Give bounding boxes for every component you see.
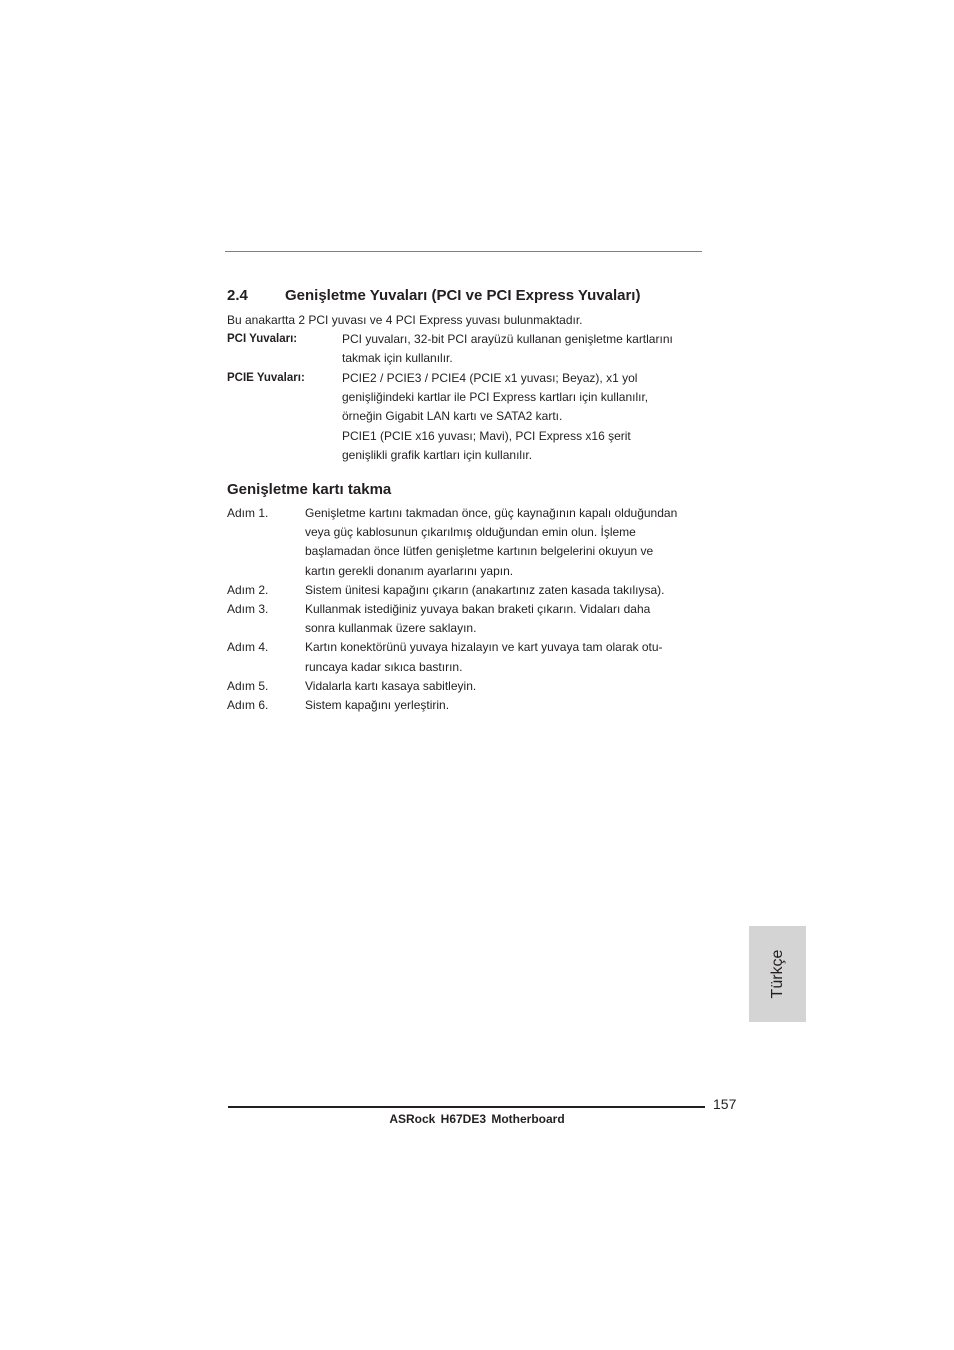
step-label: Adım 6. [227,698,269,713]
page-number: 157 [713,1096,737,1112]
step-text [305,696,707,715]
step-item [227,581,707,600]
step-text [305,677,707,696]
step-line: Genişletme kartını takmadan önce, güç kaynağının kapalı olduğundan [305,506,678,520]
step-line: Kartın konektörünü yuvaya hizalayın ve kart yuvaya tam olarak otu- [305,640,663,655]
step-line: Sistem kapağını yerleştirin. [305,698,450,713]
bottom-divider [228,1106,705,1108]
step-text [305,600,707,638]
step-label: Adım 2. [227,582,269,597]
step-label: Adım 5. [227,678,269,693]
install-heading: Genişletme kartı takma [227,481,392,498]
description-line: örneğin Gigabit LAN kartı ve SATA2 kartı. [342,409,563,424]
step-line: Kullanmak istediğiniz yuvaya bakan braketi çıkarın. Vidaları daha [305,602,651,617]
step-text [305,581,707,600]
step-line: runcaya kadar sıkıca bastırın. [305,659,463,674]
step-line: sonra kullanmak üzere saklayın. [305,621,477,636]
step-item [227,638,707,676]
definition-term: PCIE Yuvaları: [227,372,305,384]
step-text [305,638,707,676]
step-item [227,504,707,581]
language-tab-label: Türkçe [768,949,786,999]
section-heading [227,287,640,304]
step-line: kartın gerekli donanım ayarlarını yapın. [305,563,514,578]
description-line: PCI yuvaları, 32-bit PCI arayüzü kullanan genişletme kartlarını [342,332,673,346]
step-item [227,600,707,638]
top-divider [225,251,702,252]
step-item [227,677,707,696]
footer-product-name: ASRock H67DE3 Motherboard [389,1112,565,1126]
intro-paragraph: Bu anakartta 2 PCI yuvası ve 4 PCI Express yuvası bulunmaktadır. [227,313,583,327]
step-line: Sistem ünitesi kapağını çıkarın (anakartınız zaten kasada takılıysa). [305,582,665,597]
description-line: takmak için kullanılır. [342,351,453,366]
step-text [305,504,707,581]
step-label: Adım 1. [227,506,269,520]
step-item [227,696,707,715]
description-line: PCIE1 (PCIE x16 yuvası; Mavi), PCI Express x16 şerit [342,428,631,443]
step-line: başlamadan önce lütfen genişletme kartının belgelerini okuyun ve [305,544,654,559]
description-line: genişlikli grafik kartları için kullanılır. [342,447,533,462]
step-line: Vidalarla kartı kasaya sabitleyin. [305,678,477,693]
description-line: genişliğindeki kartlar ile PCI Express kartları için kullanılır, [342,390,649,405]
language-tab [749,926,806,1022]
step-line: veya güç kablosunun çıkarılmış olduğundan emin olun. İşleme [305,525,636,540]
section-number: 2.4 [227,287,248,304]
step-label: Adım 4. [227,640,269,655]
definition-term: PCI Yuvaları: [227,333,298,345]
definition-description [342,369,707,465]
definition-description [342,330,707,368]
install-steps [227,504,707,715]
step-label: Adım 3. [227,602,269,617]
section-title: Genişletme Yuvaları (PCI ve PCI Express Yuvaları) [285,287,641,304]
description-line: PCIE2 / PCIE3 / PCIE4 (PCIE x1 yuvası; Beyaz), x1 yol [342,371,638,385]
